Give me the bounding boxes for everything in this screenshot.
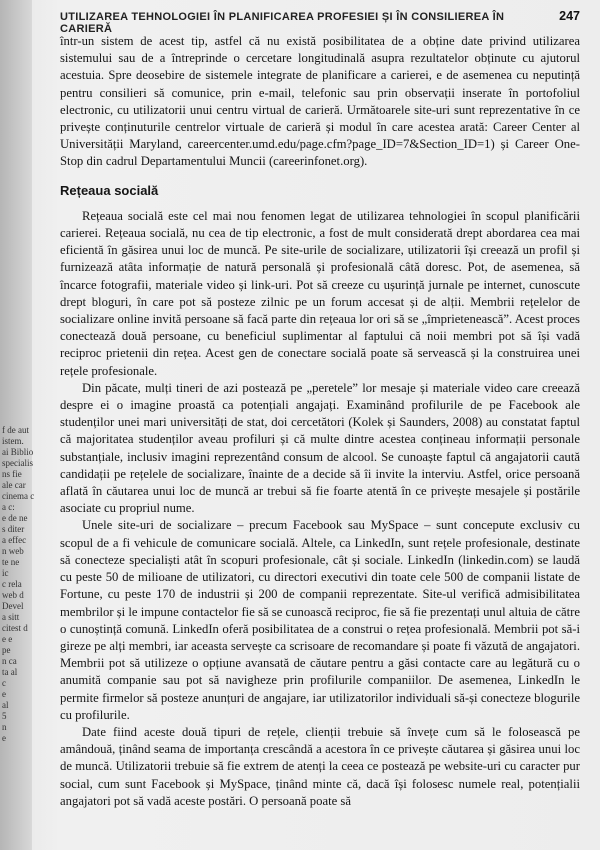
facing-page-fragment: a c: <box>2 502 15 512</box>
facing-page-fragment: istem. <box>2 436 24 446</box>
facing-page-fragment: e <box>2 733 6 743</box>
facing-page-fragment: a effec <box>2 535 27 545</box>
facing-page-text <box>2 425 35 744</box>
facing-page-fragment: c rela <box>2 579 22 589</box>
page-number: 247 <box>559 9 580 23</box>
body-paragraph: Unele site-uri de socializare – precum Facebook sau MySpace – sunt concepute exclusiv cu scopul de a fi vehicule de comunicare socială. Altele, ca LinkedIn, sunt rețele profesionale, destinate să conecteze specialiști atât în scopuri profesionale, cât și sociale. LinkedIn (linkedin.com) se laudă cu peste 50 de milioane de utilizatori, cu directori executivi din toate cele 500 de companii listate de Fortune, cu peste 170 de industrii și 200 de companii reprezentate. Site-ul verifică admisibilitatea membrilor și le impune contactelor fie să se cunoască reciproc, fie să fie prezentați unul altuia de către o cunoștință comună. LinkedIn oferă posibilitatea de a construi o rețea profesională. Membrii pot să-i gireze pe alți membri, iar aceasta servește ca scrisoare de recomandare și poate fi văzută de angajatori. Membrii pot să utilizeze o opțiune avansată de căutare pentru a găsi contacte care au legătură cu o anumită companie sau pot să navigheze prin profilurile companiilor. De asemenea, LinkedIn le permite firmelor să posteze anunțuri de angajare, iar utilizatorilor individuali să-și conecteze blogurile cu profilurile. <box>60 518 580 722</box>
body-paragraph: Date fiind aceste două tipuri de rețele, clienții trebuie să învețe cum să le folosească pe amândouă, ținând seama de importanța crescândă a acestora în ce privește căutarea și găsirea unui loc de muncă. Utilizatorii trebuie să fie extrem de atenți la ceea ce postează pe website-uri cu caracter pur social, cum sunt Facebook și MySpace, ținând minte că, dacă își folosesc numele real, potențialii angajatori pot să vadă aceste postări. O persoană poate să <box>60 724 580 808</box>
body-paragraph: Din păcate, mulți tineri de azi postează pe „peretele” lor mesaje și materiale video care creează despre ei o imagine proastă ca potențiali angajați. Examinând profilurile de pe Facebook ale studenților unei mari universități de stat, doi cercetători (Kolek și Saunders, 2008) au constatat faptul că majoritatea studenților aveau profiluri și că multe dintre acestea conțineau informații personale substanțiale, inclusiv imagini reprezentând consum de alcool. Se cunoaște faptul că angajatorii caută candidații pe rețelele de socializare, înainte de a decide să îi invite la interviu. Astfel, orice persoană aflată în căutarea unui loc de muncă ar trebui să fie foarte atentă în ce privește mesajele și postările asociate cu propriul nume. <box>60 380 580 516</box>
facing-page-fragment: c <box>2 678 6 688</box>
facing-page-fragment: ic <box>2 568 9 578</box>
facing-page-fragment: Devel <box>2 601 24 611</box>
facing-page-fragment: ale car <box>2 480 26 490</box>
intro-paragraph: într-un sistem de acest tip, astfel că nu există posibilitatea de a obține date privind utilizarea sistemului sau de a întreprinde o cercetare longitudinală asupra rezultatelor obținute cu ajutorul acestuia. Spre deosebire de sistemele integrate de planificare a carierei, e de asemenea cu neputință pentru consilieri să comunice, prin e-mail, telefonic sau prin observații inserate în portofoliul electronic, cu utilizatorii unui centru virtual de carieră. Următoarele site-uri sunt reprezentative în ce privește conținuturile centrelor virtuale de carieră și modul în care acestea arată: Career Center al Universității Maryland, careercenter.umd.edu/page.cfm?page_ID=7&Section_ID=1) și Career One-Stop din cadrul Departamentului Muncii (careerinfonet.org). <box>60 34 580 169</box>
facing-page-fragment: pe <box>2 645 11 655</box>
facing-page-fragment: ns fie <box>2 469 22 479</box>
facing-page-fragment: f de aut <box>2 425 29 435</box>
facing-page-fragment: s diter <box>2 524 25 534</box>
running-header <box>60 9 580 35</box>
header-title: UTILIZAREA TEHNOLOGIEI ÎN PLANIFICAREA PROFESIEI ȘI ÎN CONSILIEREA ÎN CARIERĂ <box>60 11 505 35</box>
facing-page-fragment: cinema c <box>2 491 35 501</box>
body-paragraph: Rețeaua socială este cel mai nou fenomen legat de utilizarea tehnologiei în scopul planificării carierei. Rețeaua socială, nu cea de tip electronic, a fost de mult considerată drept abordarea cea mai eficientă în găsirea unui loc de muncă. Pe site-urile de socializare, utilizatorii își creează un profil și furnizează atâta informație de natură personală și profesională câtă doresc. Pot, de asemenea, să încarce fotografii, materiale video și link-uri. Pot să creeze cu ușurință jurnale pe internet, cunoscute drept bloguri, în care pot să posteze zilnic pe un forum accesat și de alții. Membrii rețelelor de socializare online invită persoane să facă parte din rețeaua lor ori să se „împrietenească”. Acest proces conectează două persoane, cu beneficiul suplimentar al faptului că noii membri pot să își vadă reciproc prietenii din rețea. Acest gen de conectare socială poate să servească și la construirea unei rețele profesionale. <box>60 208 580 378</box>
facing-page-fragment: te ne <box>2 557 20 567</box>
section-heading: Rețeaua socială <box>60 182 159 198</box>
facing-page-fragment: n web <box>2 546 24 556</box>
page-body <box>60 33 580 848</box>
facing-page-fragment: e <box>2 689 6 699</box>
facing-page-fragment: n ca <box>2 656 17 666</box>
facing-page-fragment: a sitt <box>2 612 20 622</box>
facing-page-fragment: web d <box>2 590 24 600</box>
facing-page-fragment: n <box>2 722 7 732</box>
facing-page-fragment: e e <box>2 634 13 644</box>
facing-page-fragment: e de ne <box>2 513 28 523</box>
facing-page-edge <box>0 0 35 850</box>
facing-page-fragment: citest d <box>2 623 28 633</box>
facing-page-fragment: 5 <box>2 711 7 721</box>
facing-page-fragment: ta al <box>2 667 18 677</box>
facing-page-fragment: al <box>2 700 9 710</box>
facing-page-fragment: specialis <box>2 458 33 468</box>
facing-page-fragment: ai Biblio <box>2 447 34 457</box>
